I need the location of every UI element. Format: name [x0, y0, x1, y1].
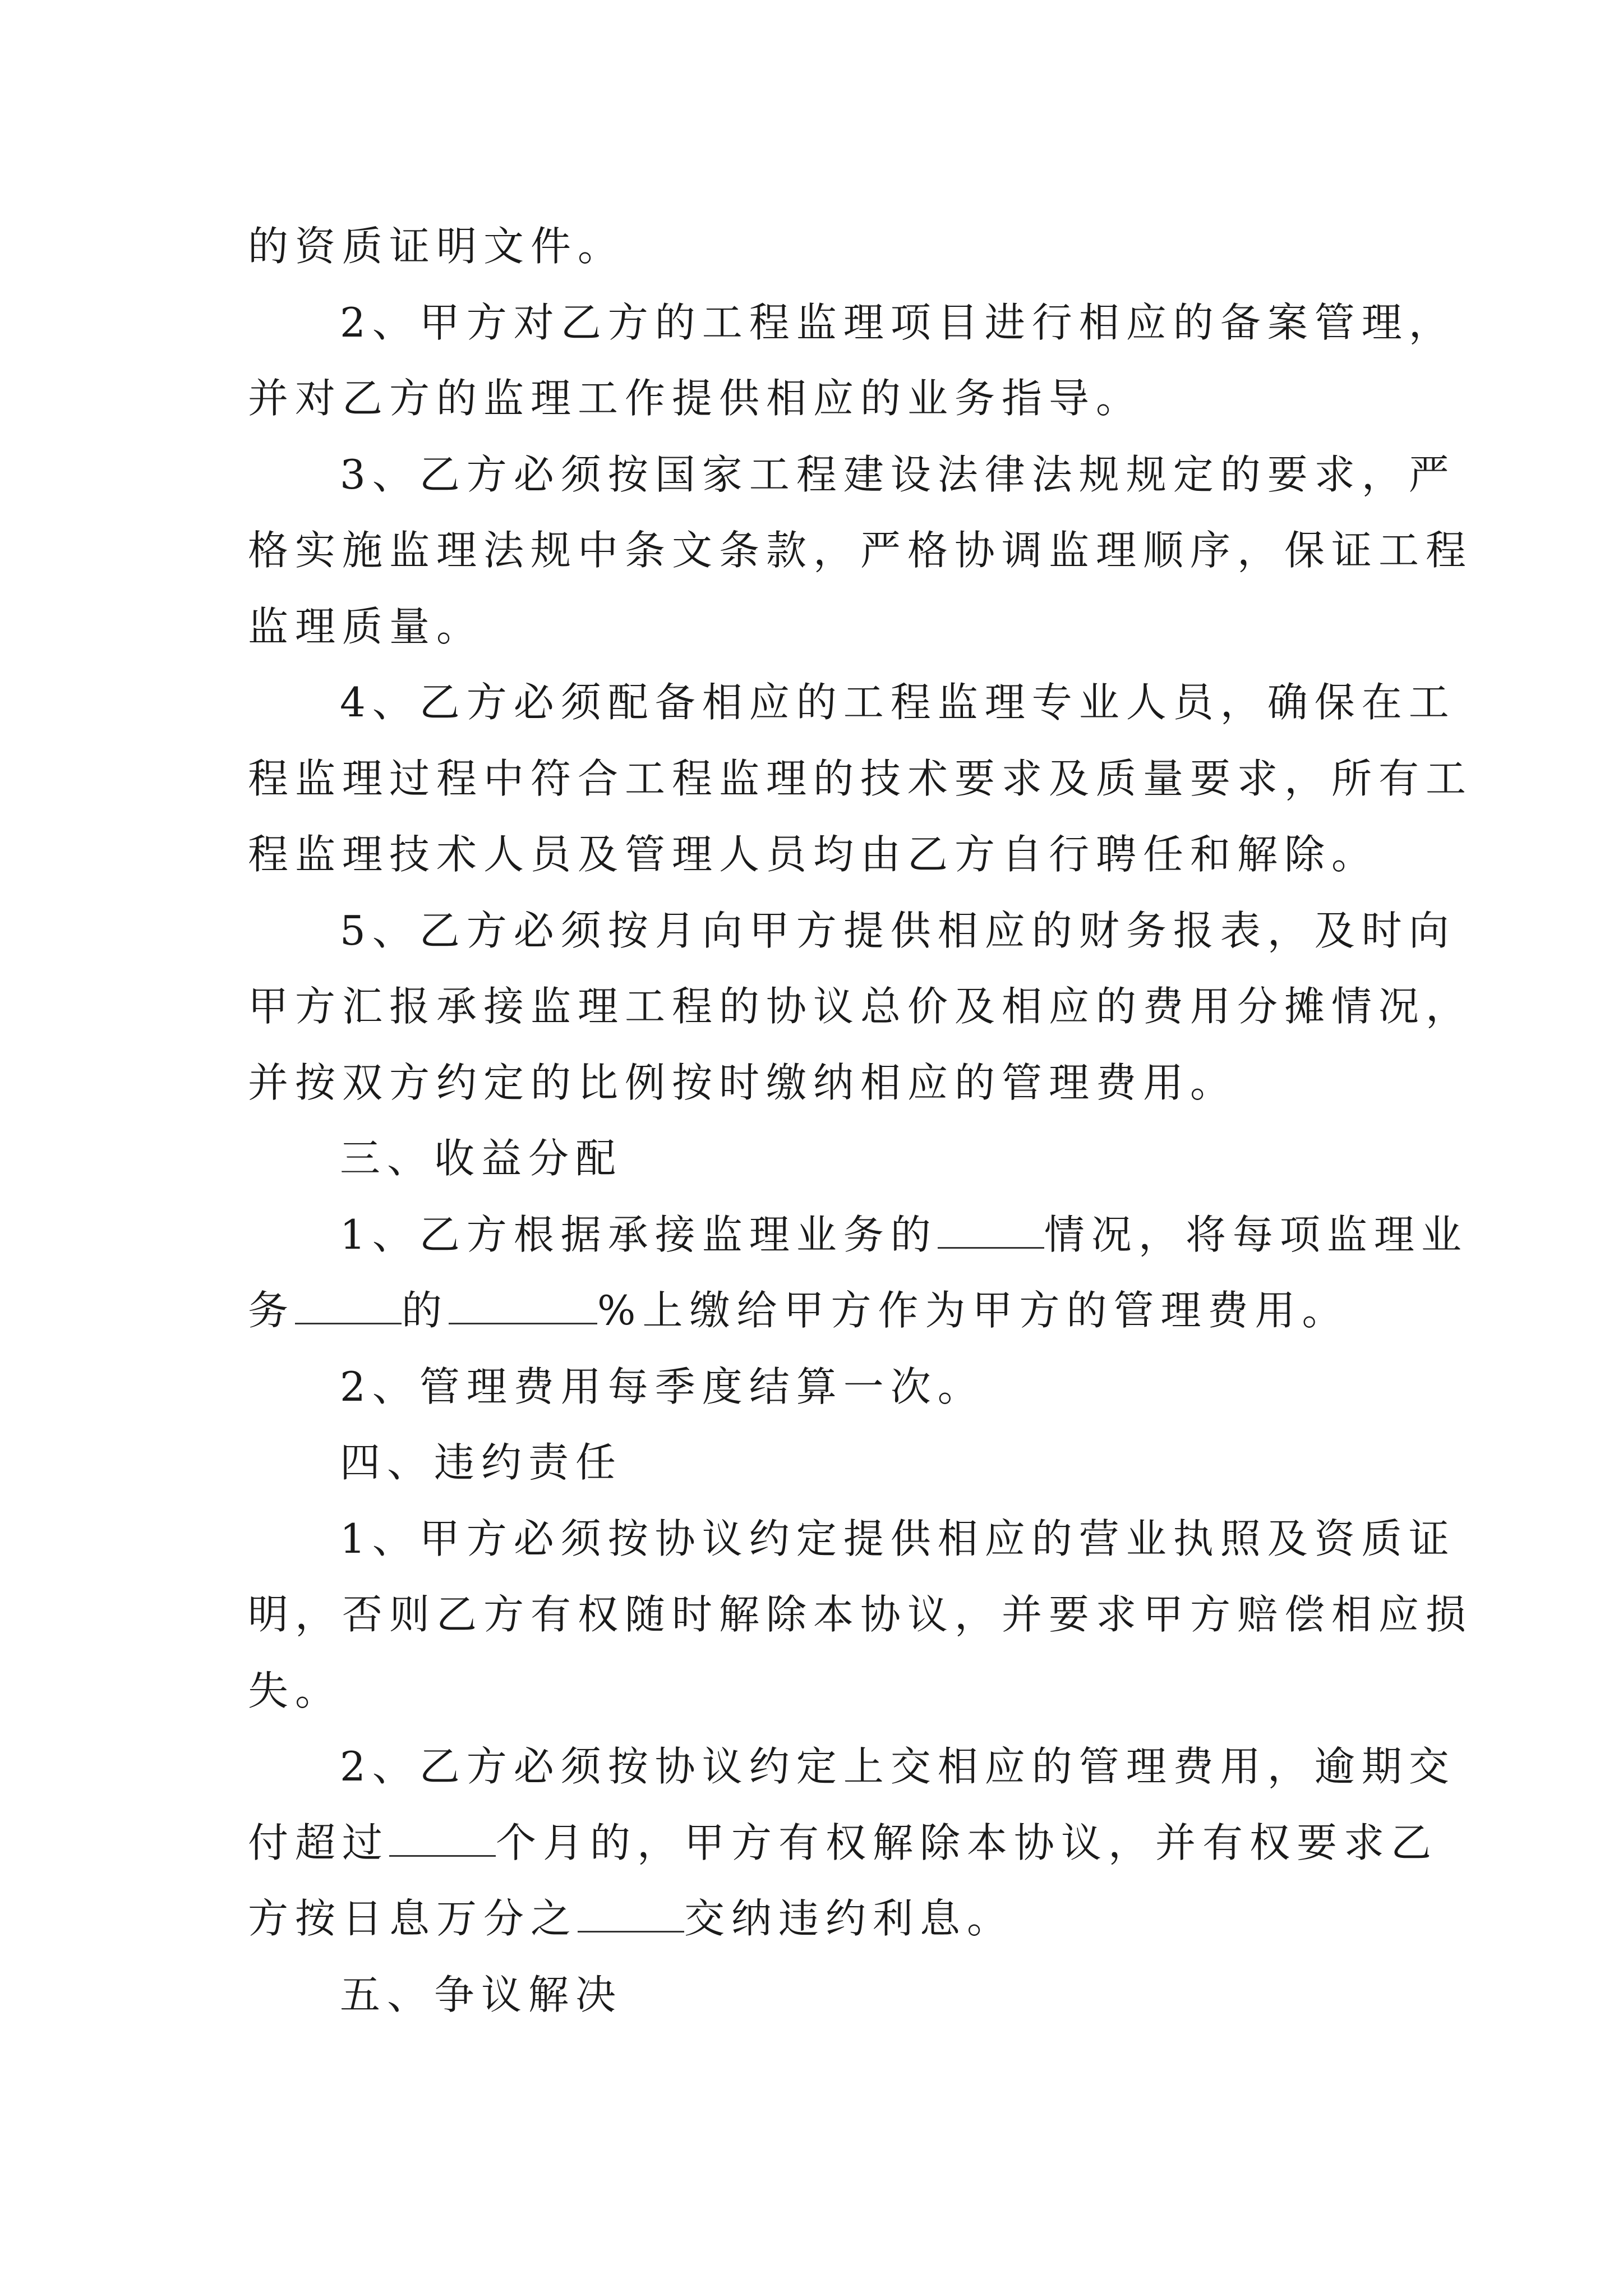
- paragraph-line: [248, 1273, 1409, 1349]
- text-run: 交纳违约利息。: [684, 1895, 1015, 1942]
- paragraph-line: 并按双方约定的比例按时缴纳相应的管理费用。: [248, 1059, 1238, 1106]
- paragraph-line: 4、乙方必须配备相应的工程监理专业人员，确保在工: [340, 679, 1456, 726]
- paragraph-line: 3、乙方必须按国家工程建设法律法规规定的要求，严: [340, 450, 1456, 498]
- fill-in-blank[interactable]: [295, 1289, 402, 1324]
- document-body: [248, 209, 1473, 2033]
- paragraph-line: 程监理技术人员及管理人员均由乙方自行聘任和解除。: [248, 831, 1379, 878]
- paragraph-line: 并对乙方的监理工作提供相应的业务指导。: [248, 375, 1144, 422]
- paragraph-line: 明，否则乙方有权随时解除本协议，并要求甲方赔偿相应损: [248, 1591, 1473, 1638]
- paragraph-line: 5、乙方必须按月向甲方提供相应的财务报表，及时向: [340, 907, 1456, 954]
- paragraph-line: [248, 1881, 1409, 1957]
- section-heading: 四、违约责任: [340, 1439, 623, 1486]
- text-run: 付超过: [248, 1819, 390, 1866]
- paragraph-line: 程监理过程中符合工程监理的技术要求及质量要求，所有工: [248, 754, 1473, 802]
- paragraph-line: 2、乙方必须按协议约定上交相应的管理费用，逾期交: [340, 1743, 1456, 1790]
- paragraph-line: [248, 1197, 1468, 1273]
- fill-in-blank[interactable]: [938, 1213, 1044, 1249]
- text-run: 务: [248, 1287, 296, 1334]
- section-heading: 五、争议解决: [340, 1971, 623, 2018]
- fill-in-blank[interactable]: [449, 1289, 597, 1324]
- text-run: 的: [402, 1287, 449, 1334]
- text-run: 个月的，甲方有权解除本协议，并有权要求乙: [496, 1819, 1438, 1866]
- text-run: %上缴给甲方作为甲方的管理费用。: [597, 1287, 1349, 1334]
- paragraph-line: 监理质量。: [248, 602, 484, 650]
- paragraph-line: 格实施监理法规中条文条款，严格协调监理顺序，保证工程: [248, 527, 1473, 574]
- paragraph-line: 甲方汇报承接监理工程的协议总价及相应的费用分摊情况，: [248, 983, 1473, 1030]
- fill-in-blank[interactable]: [578, 1897, 684, 1932]
- paragraph-line: 2、管理费用每季度结算一次。: [340, 1363, 985, 1410]
- section-heading: 三、收益分配: [340, 1135, 623, 1182]
- paragraph-line: 失。: [248, 1667, 343, 1714]
- text-run: 方按日息万分之: [248, 1895, 578, 1942]
- text-run: 1、乙方根据承接监理业务的: [340, 1211, 938, 1258]
- text-run: 情况，将每项监理业: [1044, 1211, 1468, 1258]
- paragraph-line: 的资质证明文件。: [248, 223, 625, 270]
- fill-in-blank[interactable]: [389, 1821, 496, 1857]
- paragraph-line: [248, 1805, 1438, 1881]
- paragraph-line: 2、甲方对乙方的工程监理项目进行相应的备案管理，: [340, 298, 1456, 346]
- paragraph-line: 1、甲方必须按协议约定提供相应的营业执照及资质证: [340, 1515, 1456, 1562]
